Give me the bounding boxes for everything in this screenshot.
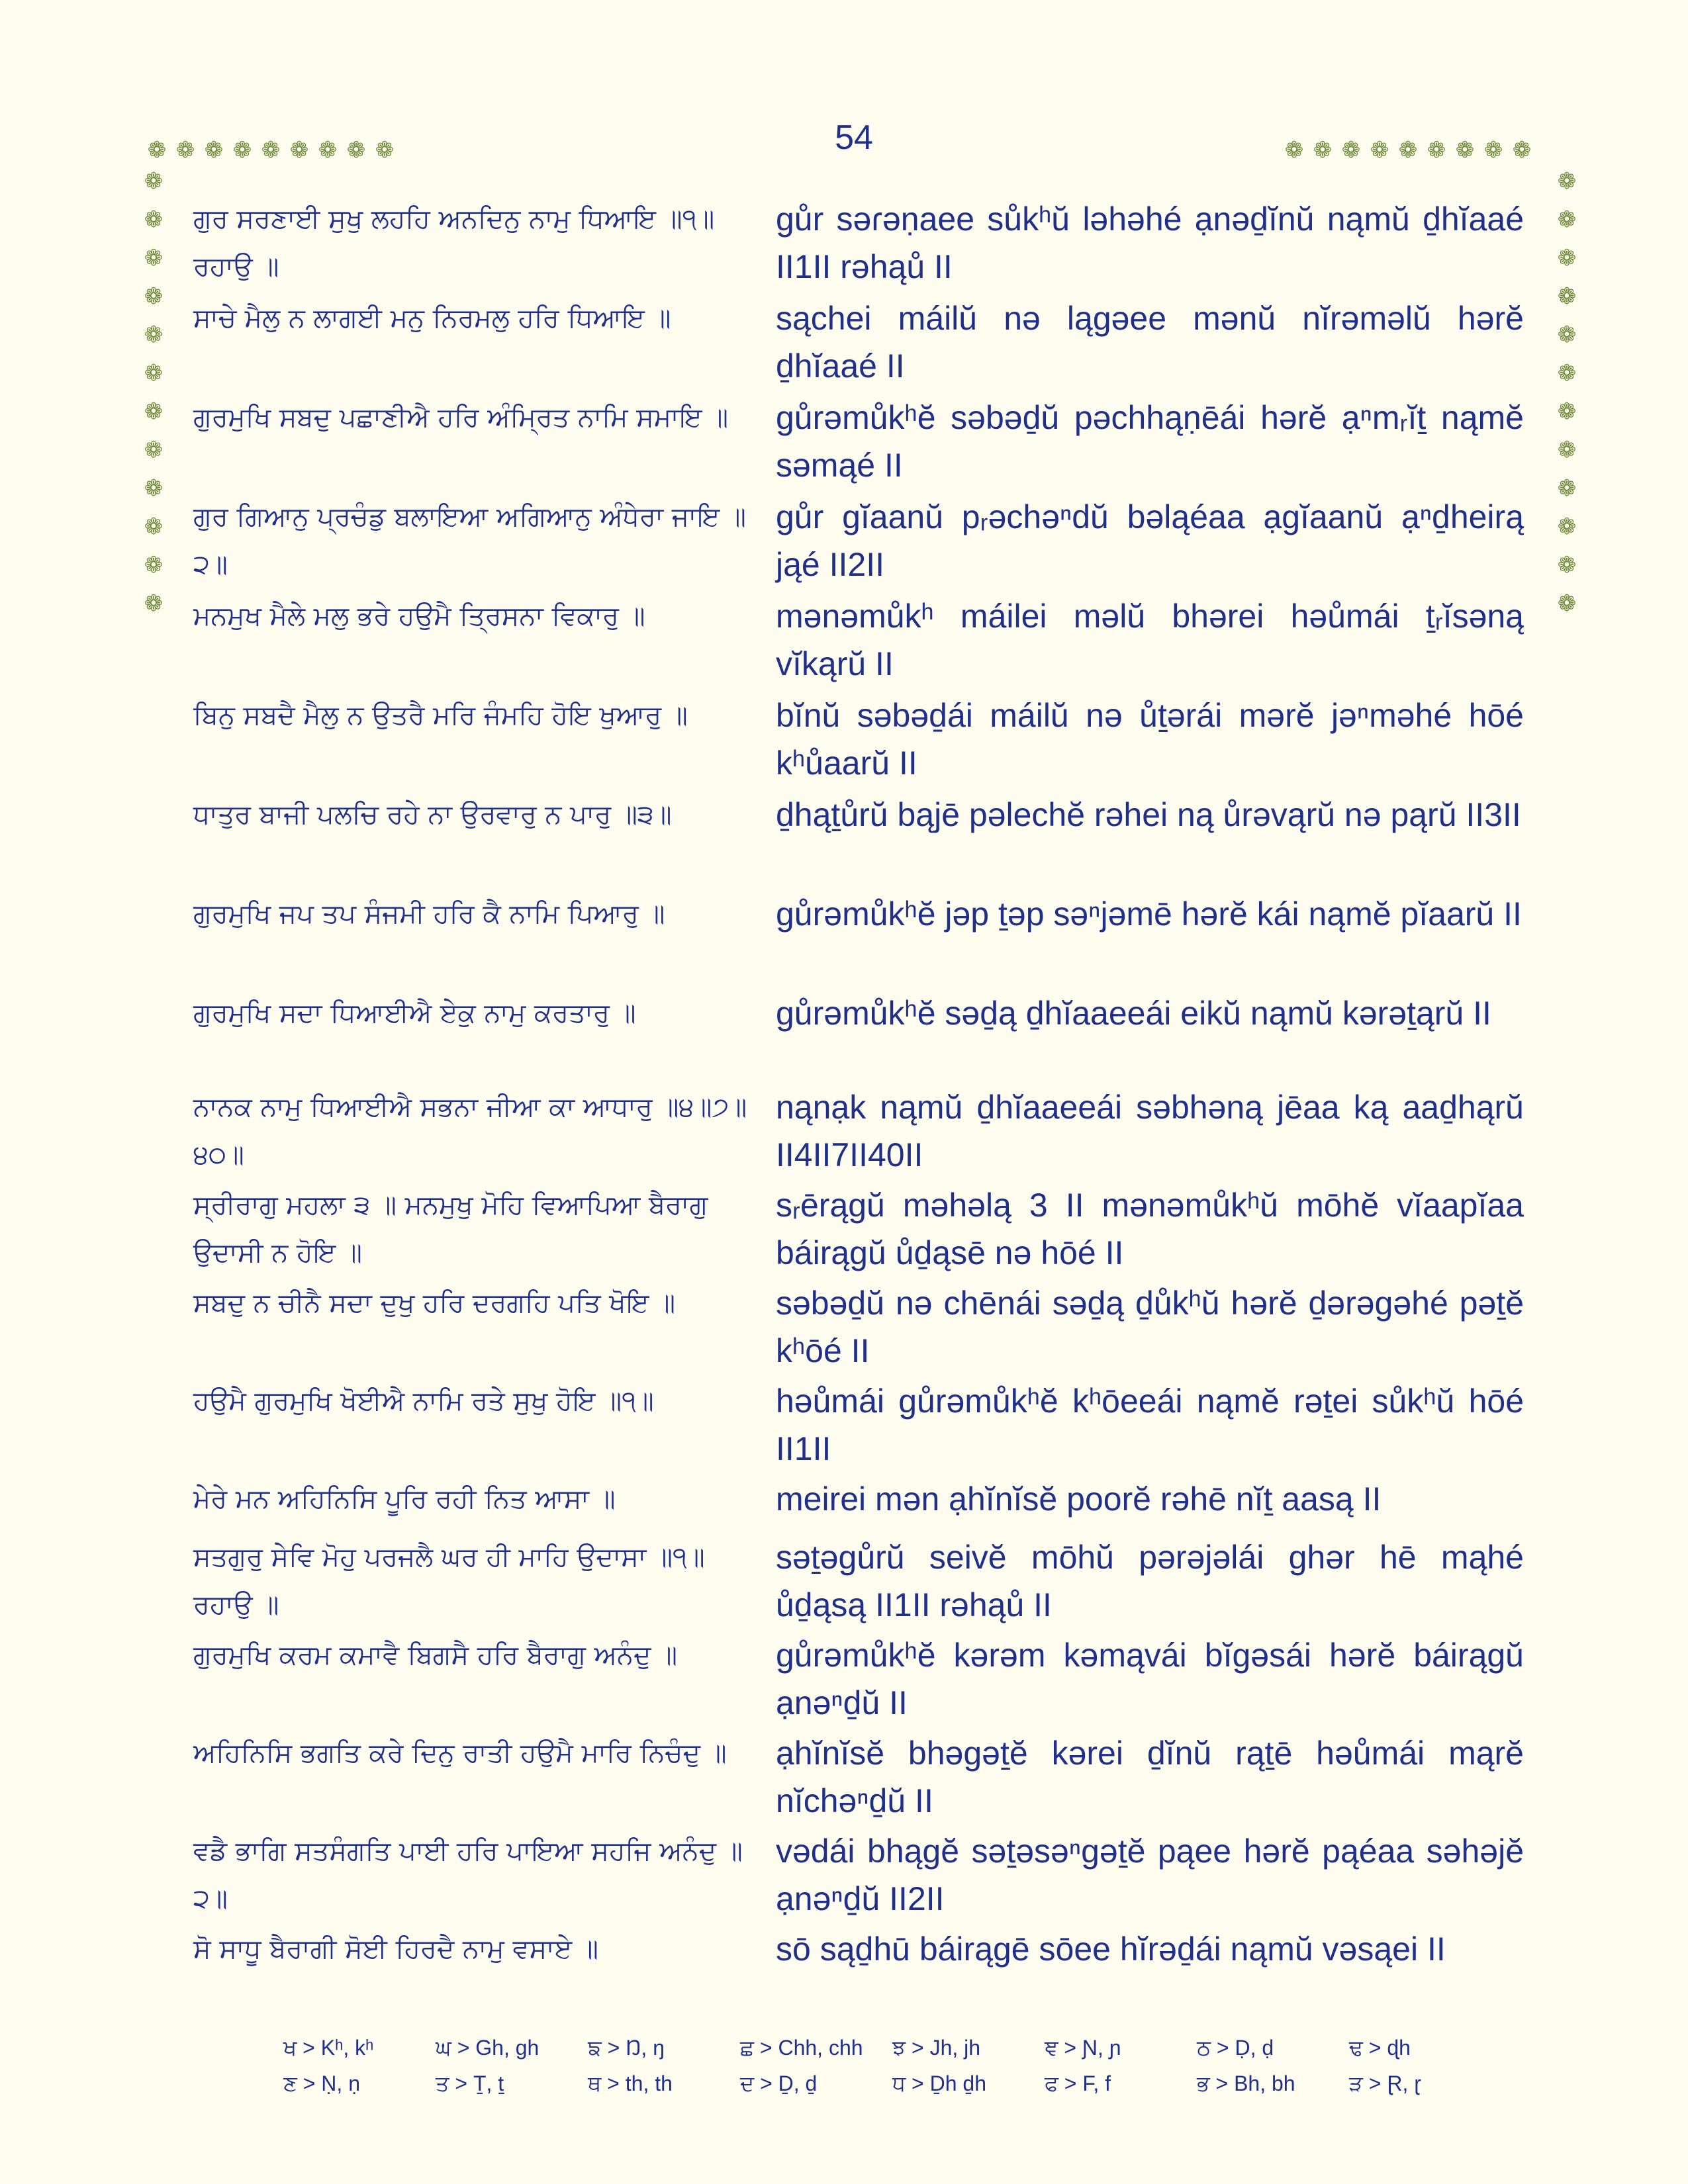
gurmukhi-text: ਗੁਰਮੁਖਿ ਸਦਾ ਧਿਆਈਐ ਏਕੁ ਨਾਮੁ ਕਰਤਾਰੁ ॥ — [193, 998, 636, 1028]
gurmukhi-text: ਗੁਰ ਗਿਆਨੁ ਪ੍ਰਚੰਡੁ ਬਲਾਇਆ ਅਗਿਆਨੁ ਅੰਧੇਰਾ ਜਾਇ ॥੨॥ — [193, 502, 746, 580]
flower-ornament-icon: ❁ — [144, 552, 164, 578]
flower-ornament-icon: ❁ — [1370, 137, 1389, 163]
legend-item: ਫ > F, f — [1045, 2071, 1111, 2095]
flower-ornament-icon: ❁ — [144, 322, 164, 348]
flower-ornament-icon: ❁ — [1557, 552, 1577, 578]
gurmukhi-text: ਮੇਰੇ ਮਨ ਅਹਿਨਿਸਿ ਪੂਰਿ ਰਹੀ ਨਿਤ ਆਸਾ ॥ — [193, 1484, 616, 1514]
gurmukhi-text: ਮਨਮੁਖ ਮੈਲੇ ਮਲੁ ਭਰੇ ਹਉਮੈ ਤ੍ਰਿਸਨਾ ਵਿਕਾਰੁ ॥ — [193, 601, 645, 631]
flower-ornament-icon: ❁ — [144, 168, 164, 195]
verse-row — [193, 1181, 1530, 1279]
flower-ornament-icon: ❁ — [346, 137, 366, 163]
flower-ornament-icon: ❁ — [144, 475, 164, 502]
legend-item: ਢ > ɖh — [1349, 2036, 1411, 2060]
flower-ornament-icon: ❁ — [1557, 245, 1577, 271]
legend-item: ਥ > th, th — [588, 2071, 673, 2095]
gurmukhi-text: ਬਿਨੁ ਸਬਦੈ ਮੈਲੁ ਨ ਉਤਰੈ ਮਰਿ ਜੰਮਹਿ ਹੋਇ ਖੁਆਰੁ ॥ — [193, 700, 688, 731]
legend-item: ਦ > Ḏ, ḏ — [740, 2071, 818, 2095]
flower-ornament-icon: ❁ — [144, 590, 164, 617]
gurmukhi-text: ਧਾਤੁਰ ਬਾਜੀ ਪਲਚਿ ਰਹੇ ਨਾ ਉਰਵਾਰੁ ਨ ਪਾਰੁ ॥੩॥ — [193, 799, 672, 830]
flower-ornament-icon: ❁ — [144, 283, 164, 310]
gurmukhi-text: ਗੁਰ ਸਰਣਾਈ ਸੁਖੁ ਲਹਹਿ ਅਨਦਿਨੁ ਨਾਮੁ ਧਿਆਇ ॥੧॥ ਰਹਾਉ ॥ — [193, 204, 715, 282]
verse-row — [193, 195, 1530, 295]
gurmukhi-text: ਗੁਰਮੁਖਿ ਕਰਮ ਕਮਾਵੈ ਬਿਗਸੈ ਹਰਿ ਬੈਰਾਗੁ ਅਨੰਦੁ ॥ — [193, 1640, 678, 1670]
gurmukhi-text: ਸ੍ਰੀਰਾਗੁ ਮਹਲਾ ੩ ॥ ਮਨਮੁਖੁ ਮੋਹਿ ਵਿਆਪਿਆ ਬੈਰਾਗੁ ਉਦਾਸੀ ਨ ਹੋਇ ॥ — [193, 1190, 708, 1268]
verse-row — [193, 592, 1530, 692]
gurmukhi-text: ਸਬਦੁ ਨ ਚੀਨੈ ਸਦਾ ਦੁਖੁ ਹਰਿ ਦਰਗਹਿ ਪਤਿ ਖੋਇ ॥ — [193, 1288, 676, 1318]
verse-row — [193, 1279, 1530, 1377]
flower-ornament-icon: ❁ — [1398, 137, 1418, 163]
flower-ornament-icon: ❁ — [1557, 206, 1577, 233]
legend-item: ਛ > Chh, chh — [740, 2036, 863, 2060]
verse-row — [193, 1631, 1530, 1729]
transliteration-text: sąchei máilŭ nə lągəee mənŭ nĭrəməlŭ hərĕ ḏhĭaaé II — [776, 300, 1524, 385]
flower-ornament-icon: ❁ — [144, 245, 164, 271]
verse-row — [193, 1827, 1530, 1925]
flower-ornament-icon: ❁ — [1512, 137, 1532, 163]
transliteration-text: gůrəmůkʰĕ səbəḏŭ pəchhąṇēái hərĕ ạⁿmᵣĭṯ nąmĕ səmąé II — [776, 399, 1524, 484]
verse-row — [193, 295, 1530, 394]
gurmukhi-text: ਅਹਿਨਿਸਿ ਭਗਤਿ ਕਰੇ ਦਿਨੁ ਰਾਤੀ ਹਉਮੈ ਮਾਰਿ ਨਿਚੰਦੁ ॥ — [193, 1738, 727, 1768]
flower-ornament-icon: ❁ — [1557, 283, 1577, 310]
flower-ornament-icon: ❁ — [1557, 168, 1577, 195]
transliteration-text: meirei mən ạhĭnĭsĕ poorĕ rəhē nĭṯ aasą II — [776, 1480, 1382, 1518]
ornament-border-left — [141, 169, 166, 616]
transliteration-text: bĭnŭ səbəḏái máilŭ nə ůṯərái mərĕ jəⁿməhé hōé kʰůaarŭ II — [776, 697, 1524, 782]
transliteration-text: gůr gĭaanŭ pᵣəchəⁿdŭ bəląéaa ạgĭaanŭ ạⁿḏheirą jąé II2II — [776, 498, 1524, 583]
verse-row — [193, 1475, 1530, 1533]
verse-row — [193, 493, 1530, 592]
flower-ornament-icon: ❁ — [1557, 590, 1577, 617]
flower-ornament-icon: ❁ — [1284, 137, 1304, 163]
flower-ornament-icon: ❁ — [1427, 137, 1446, 163]
transliteration-legend — [283, 2030, 1421, 2102]
transliteration-text: gůr səɾəṇaee sůkʰŭ ləhəhé ạnəḏĭnŭ nąmŭ ḏhĭaaé II1II rəhąů II — [776, 201, 1524, 285]
transliteration-text: həůmái gůrəmůkʰĕ kʰōeeái nąmĕ rəṯei sůkʰŭ hōé II1II — [776, 1383, 1524, 1467]
verse-row — [193, 1729, 1530, 1827]
flower-ornament-icon: ❁ — [232, 137, 252, 163]
flower-ornament-icon: ❁ — [144, 398, 164, 425]
flower-ornament-icon: ❁ — [289, 137, 309, 163]
flower-ornament-icon: ❁ — [144, 206, 164, 233]
verse-row — [193, 394, 1530, 493]
gurmukhi-text: ਸੋ ਸਾਧੂ ਬੈਰਾਗੀ ਸੋਈ ਹਿਰਦੈ ਨਾਮੁ ਵਸਾਏ ॥ — [193, 1934, 598, 1964]
legend-item: ੜ > Ɽ, ɽ — [1349, 2071, 1421, 2095]
legend-item: ਞ > Ɲ, ɲ — [1045, 2036, 1121, 2060]
transliteration-text: ạhĭnĭsĕ bhəgəṯĕ kərei ḏĭnŭ rąṯē həůmái mąrĕ nĭchəⁿḏŭ II — [776, 1735, 1524, 1819]
ornament-border-right — [1554, 169, 1579, 616]
flower-ornament-icon: ❁ — [1557, 437, 1577, 463]
flower-ornament-icon: ❁ — [144, 514, 164, 540]
transliteration-text: səbəḏŭ nə chēnái səḏą ḏůkʰŭ hərĕ ḏərəgəhé pəṯĕ kʰōé II — [776, 1285, 1524, 1369]
transliteration-text: səṯəgůrŭ seivĕ mōhŭ pərəjəlái ghər hē mąhé ůḏąsą II1II rəhąů II — [776, 1539, 1524, 1623]
transliteration-text: sᵣērągŭ məhəlą 3 II mənəmůkʰŭ mōhĕ vĭaapĭaa báirągŭ ůḏąsē nə hōé II — [776, 1187, 1524, 1271]
flower-ornament-icon: ❁ — [204, 137, 224, 163]
flower-ornament-icon: ❁ — [144, 437, 164, 463]
verse-row — [193, 1533, 1530, 1631]
ornament-border-top-right — [1282, 138, 1534, 163]
flower-ornament-icon: ❁ — [1557, 322, 1577, 348]
flower-ornament-icon: ❁ — [261, 137, 281, 163]
transliteration-text: gůrəmůkʰĕ səḏą ḏhĭaaeeái eikŭ nąmŭ kərəṯąrŭ II — [776, 995, 1491, 1032]
transliteration-text: ḏhąṯůrŭ bąjē pəlechĕ rəhei ną ůrəvąrŭ nə pąrŭ II3II — [776, 796, 1521, 833]
gurmukhi-text: ਸਾਚੇ ਮੈਲੁ ਨ ਲਾਗਈ ਮਨੁ ਨਿਰਮਲੁ ਹਰਿ ਧਿਆਇ ॥ — [193, 303, 671, 334]
flower-ornament-icon: ❁ — [1341, 137, 1361, 163]
legend-row — [283, 2030, 1409, 2066]
gurmukhi-text: ਗੁਰਮੁਖਿ ਜਪ ਤਪ ਸੰਜਮੀ ਹਰਿ ਕੈ ਨਾਮਿ ਪਿਆਰੁ ॥ — [193, 899, 665, 929]
flower-ornament-icon: ❁ — [1557, 398, 1577, 425]
legend-item: ਘ > Gh, gh — [436, 2036, 539, 2060]
verse-row — [193, 1083, 1530, 1181]
legend-item: ਖ > Kʰ, kʰ — [283, 2036, 374, 2060]
transliteration-text: mənəmůkʰ máilei məlŭ bhərei həůmái ṯᵣĭsəną vĭkąrŭ II — [776, 598, 1524, 682]
gurmukhi-text: ਹਉਮੈ ਗੁਰਮੁਖਿ ਖੋਈਐ ਨਾਮਿ ਰਤੇ ਸੁਖੁ ਹੋਇ ॥੧॥ — [193, 1386, 654, 1416]
verse-row — [193, 890, 1530, 989]
flower-ornament-icon: ❁ — [1557, 475, 1577, 502]
transliteration-text: vədái bhągĕ səṯəsəⁿgəṯĕ pąee hərĕ pąéaa səhəjĕ ạnəⁿḏŭ II2II — [776, 1833, 1524, 1917]
legend-item: ਠ > Ḍ, ḍ — [1197, 2036, 1274, 2060]
verse-table — [193, 195, 1530, 1978]
verse-row — [193, 791, 1530, 890]
gurmukhi-text: ਨਾਨਕ ਨਾਮੁ ਧਿਆਈਐ ਸਭਨਾ ਜੀਆ ਕਾ ਆਧਾਰੁ ॥੪॥੭॥੪੦॥ — [193, 1092, 747, 1170]
verse-row — [193, 1925, 1530, 1978]
flower-ornament-icon: ❁ — [1483, 137, 1503, 163]
transliteration-text: gůrəmůkʰĕ kərəm kəmąvái bĭgəsái hərĕ báirągŭ ạnəⁿḏŭ II — [776, 1637, 1524, 1721]
flower-ornament-icon: ❁ — [318, 137, 338, 163]
flower-ornament-icon: ❁ — [1455, 137, 1475, 163]
page-number: 54 — [835, 118, 873, 157]
flower-ornament-icon: ❁ — [1557, 360, 1577, 387]
gurmukhi-text: ਵਡੈ ਭਾਗਿ ਸਤਸੰਗਤਿ ਪਾਈ ਹਰਿ ਪਾਇਆ ਸਹਜਿ ਅਨੰਦੁ ॥੨॥ — [193, 1836, 743, 1914]
flower-ornament-icon: ❁ — [147, 137, 167, 163]
verse-row — [193, 1377, 1530, 1475]
legend-item: ਣ > Ṇ, ṇ — [283, 2071, 360, 2095]
flower-ornament-icon: ❁ — [175, 137, 195, 163]
legend-item: ਧ > Ḏh ḏh — [892, 2071, 987, 2095]
flower-ornament-icon: ❁ — [1313, 137, 1333, 163]
legend-item: ਙ > Ŋ, ŋ — [588, 2036, 665, 2060]
flower-ornament-icon: ❁ — [375, 137, 395, 163]
transliteration-text: sō sąḏhū báirągē sōee hĭrəḏái nąmŭ vəsąei II — [776, 1931, 1446, 1968]
transliteration-text: gůrəmůkʰĕ jəp ṯəp səⁿjəmē hərĕ kái nąmĕ pĭaarŭ II — [776, 895, 1522, 933]
verse-row — [193, 989, 1530, 1083]
flower-ornament-icon: ❁ — [144, 360, 164, 387]
transliteration-text: nąnạk nąmŭ ḏhĭaaeeái səbhəną jēaa ką aaḏhąrŭ II4II7II40II — [776, 1089, 1524, 1173]
gurmukhi-text: ਸਤਗੁਰੁ ਸੇਵਿ ਮੋਹੁ ਪਰਜਲੈ ਘਰ ਹੀ ਮਾਹਿ ਉਦਾਸਾ ॥੧॥ ਰਹਾਉ ॥ — [193, 1542, 705, 1620]
flower-ornament-icon: ❁ — [1557, 514, 1577, 540]
legend-item: ਤ > Ṯ, ṯ — [436, 2071, 504, 2095]
legend-row — [283, 2066, 1421, 2102]
gurmukhi-text: ਗੁਰਮੁਖਿ ਸਬਦੁ ਪਛਾਣੀਐ ਹਰਿ ਅੰਮ੍ਰਿਤ ਨਾਮਿ ਸਮਾਇ ॥ — [193, 402, 729, 433]
legend-item: ਭ > Bh, bh — [1197, 2071, 1295, 2095]
legend-item: ਝ > Jh, jh — [892, 2036, 981, 2060]
ornament-border-top-left — [144, 138, 397, 163]
verse-row — [193, 692, 1530, 791]
